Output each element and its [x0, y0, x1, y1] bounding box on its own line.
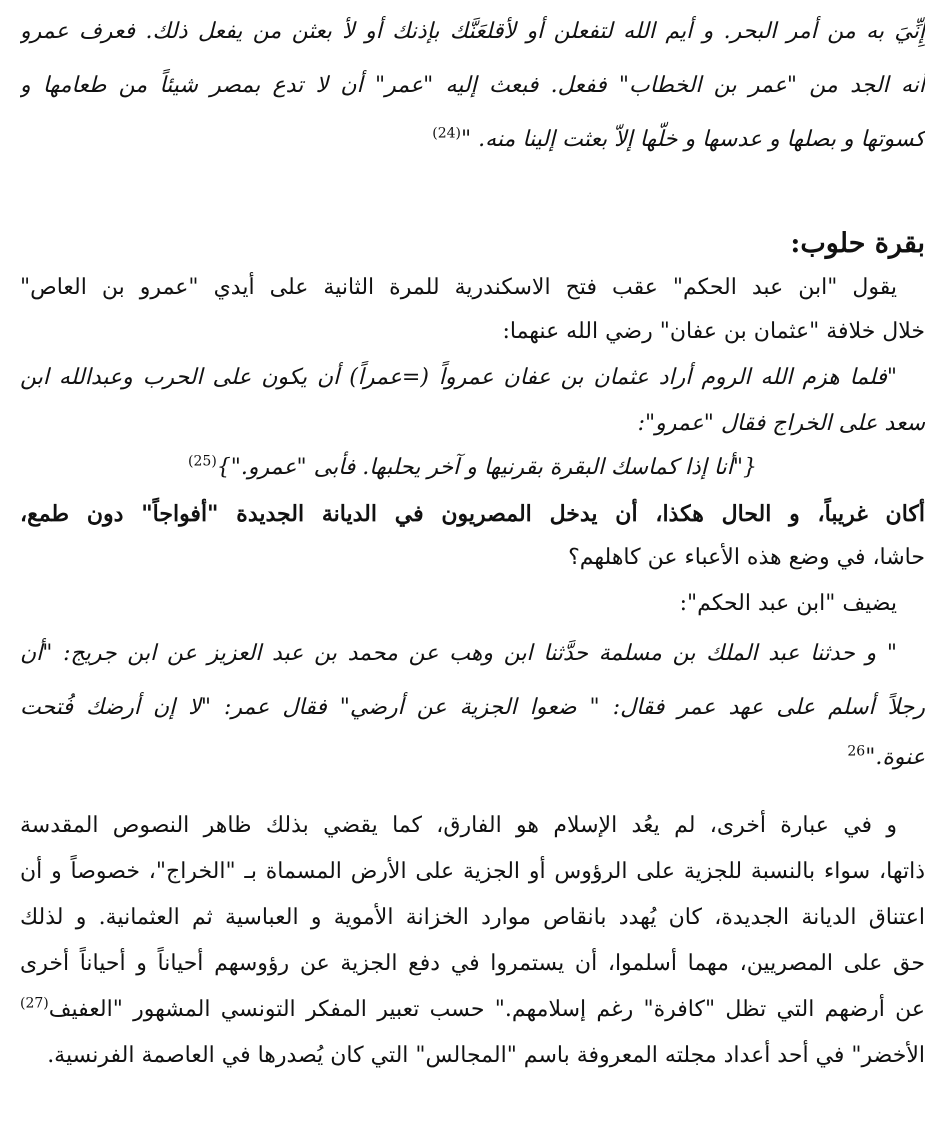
text-line	[20, 990, 925, 1030]
quote-line	[20, 448, 925, 488]
text-line: رجلاً أسلم على عهد عمر فقال: " ضعوا الجزية عن أرضي" فقال عمر: "لا إن أرضك فُتحت	[20, 695, 925, 720]
text-line: يقول "ابن عبد الحكم" عقب فتح الاسكندرية للمرة الثانية على أيدي "عمرو بن العاص"	[20, 275, 897, 300]
section-heading: بقرة حلوب:	[790, 228, 925, 259]
text-line: اعتناق الديانة الجديدة، كان يُهدد بانقاص موارد الخزانة الأموية و العباسية ثم العثمانية. و لذلك	[20, 905, 925, 930]
text-line: يضيف "ابن عبد الحكم":	[679, 591, 897, 616]
text-line: أكان غريباً، و الحال هكذا، أن يدخل المصريون في الديانة الجديدة "أفواجاً" دون طمع،	[20, 501, 925, 527]
text-line: الأخضر" في أحد أعداد مجلته المعروفة باسم "المجالس" التي كان يُصدرها في العاصمة الفرنسية.	[47, 1043, 925, 1068]
text-line: إِنِّيَ به من أمر البحر. و أيم الله لتفعلن أو لأقلعَنَّك بإذنك أو لأ بعثن من يفعل ذلك. فعرف عمرو	[20, 19, 925, 44]
footnote-ref: (25)	[188, 453, 217, 470]
text-line: و في عبارة أخرى، لم يعُد الإسلام هو الفارق، كما يقضي بذلك ظاهر النصوص المقدسة	[20, 813, 897, 838]
text-line: "فلما هزم الله الروم أراد عثمان بن عفان عمرواً (=عمراً) أن يكون على الحرب وعبدالله ابن	[20, 365, 897, 390]
text-span: كسوتها و بصلها و عدسها و خلّها إلاّ بعثت إلينا منه. "	[461, 127, 925, 152]
footnote-ref: (27)	[20, 995, 49, 1012]
text-line: ذاتها، سواء بالنسبة للجزية على الرؤوس أو الجزية على الأرض المسماة بـ "الخراج"، خصوصاً و أن	[20, 859, 925, 884]
text-span: {"أنا إذا كماسك البقرة بقرنيها و آخر يحلبها. فأبى "عمرو."}	[216, 455, 757, 480]
text-line: سعد على الخراج فقال "عمرو":	[637, 411, 925, 436]
footnote-ref: 26	[847, 743, 866, 760]
text-span: عنوة."	[865, 745, 925, 770]
text-line: حق على المصريين، مهما أسلموا، أن يستمروا في دفع الجزية عن رؤوسهم أحياناً و أحياناً أخرى	[20, 951, 925, 976]
text-line: حاشا، في وضع هذه الأعباء عن كاهلهم؟	[568, 545, 925, 570]
text-span: عن أرضهم التي تظل "كافرة" رغم إسلامهم." حسب تعبير المفكر التونسي المشهور "العفيف	[48, 997, 925, 1022]
footnote-ref: (24)	[432, 125, 461, 142]
text-line	[20, 738, 925, 778]
text-line: خلال خلافة "عثمان بن عفان" رضي الله عنهما:	[502, 319, 925, 344]
text-line	[20, 120, 925, 160]
text-line: أنه الجد من "عمر بن الخطاب" ففعل. فبعث إليه "عمر" أن لا تدع بمصر شيئاً من طعامها و	[20, 73, 925, 98]
text-line: " و حدثنا عبد الملك بن مسلمة حدَّثنا ابن وهب عن محمد بن عبد العزيز عن ابن جريج: "أن	[20, 641, 897, 666]
